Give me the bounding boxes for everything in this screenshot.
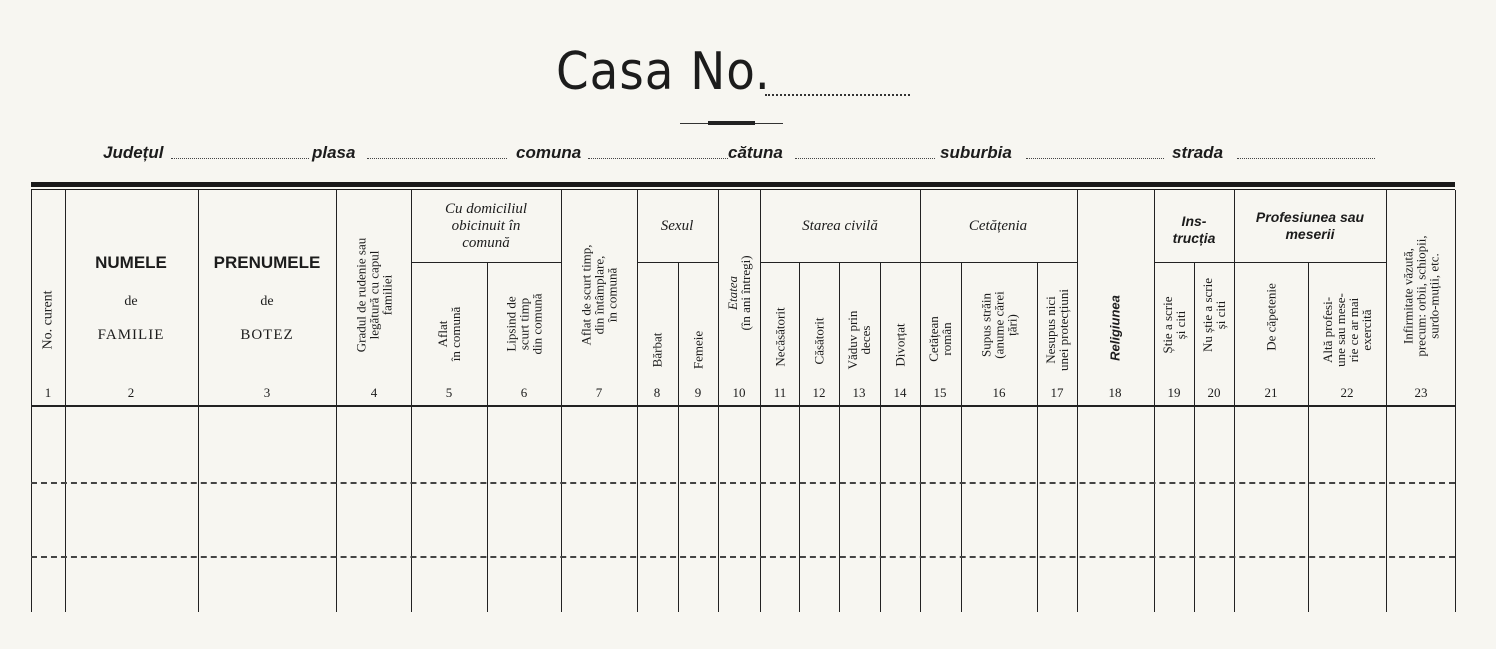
group-instructia: Ins- trucția: [1172, 213, 1216, 246]
house-number-field: [765, 94, 910, 96]
col-prenumele-title: PRENUMELE: [213, 253, 321, 272]
group-sexul: Sexul: [660, 218, 694, 234]
col-divortat: Divorțat: [892, 323, 908, 367]
col-number: 6: [520, 385, 528, 400]
judet-field: [171, 158, 309, 159]
col-nu-stie-scrie: Nu știe a scrie și citi: [1200, 277, 1228, 353]
col-supus-strain: Supus străin (anume cărei țări): [978, 291, 1020, 359]
col-number: 20: [1207, 385, 1221, 400]
col-lipsind: Lipsind de scurt timp din comună: [503, 293, 545, 355]
page-title: Casa No.: [556, 42, 771, 102]
col-stie-scrie: Știe a scrie și citi: [1160, 296, 1188, 354]
col-number: 17: [1050, 385, 1064, 400]
col-barbat: Bărbat: [649, 332, 665, 368]
strada-field: [1237, 158, 1375, 159]
col-gradul-rudenie: Gradul de rudenie sau legătură cu capul familiei: [353, 237, 395, 353]
col-number: 18: [1108, 385, 1122, 400]
col-number: 4: [370, 385, 378, 400]
col-aflat-scurt-timp: Aflat de scurt timp, din întâmplare, în comună: [578, 244, 620, 346]
col-number: 23: [1414, 385, 1428, 400]
strada-label: strada: [1172, 143, 1224, 162]
col-number: 16: [992, 385, 1006, 400]
col-number: 5: [445, 385, 453, 400]
col-number: 3: [263, 385, 271, 400]
col-nesupus: Nesupus nici unei protecțiuni: [1043, 289, 1071, 371]
col-de-capetenie: De căpetenie: [1263, 283, 1279, 351]
col-number: 1: [44, 385, 52, 400]
group-cetatenia: Cetățenia: [968, 218, 1028, 234]
table-top-rule: [31, 182, 1455, 187]
col-infirmitate: Infirmitate văzută, precum: orbii, schiopii, surdo-muții, etc.: [1400, 235, 1442, 357]
col-vaduv: Văduv prin deces: [845, 310, 873, 370]
plasa-field: [367, 158, 507, 159]
col-prenumele-de: de: [260, 294, 274, 309]
col-number: 11: [773, 385, 787, 400]
suburbia-label: suburbia: [940, 143, 1012, 162]
col-number: 19: [1167, 385, 1181, 400]
col-aflat-in-comuna: Aflat în comună: [435, 306, 463, 362]
col-number: 13: [852, 385, 866, 400]
col-number: 9: [694, 385, 702, 400]
group-profesiunea: Profesiunea sau meserii: [1255, 209, 1365, 242]
col-number: 21: [1264, 385, 1278, 400]
plasa-label: plasa: [312, 143, 356, 162]
col-numele-familie: FAMILIE: [97, 327, 165, 343]
col-alta-profesiune: Altă profesi- une sau mese- rie ce ar mai exercită: [1320, 293, 1374, 367]
catuna-field: [795, 158, 935, 159]
col-etatea: Etatea (în ani întregi): [725, 255, 753, 331]
catuna-label: cătuna: [728, 143, 783, 162]
col-number: 12: [812, 385, 826, 400]
col-number: 2: [127, 385, 135, 400]
col-numele-de: de: [124, 294, 138, 309]
address-line: [0, 143, 1496, 167]
col-femeie: Femeie: [690, 330, 706, 370]
table-top-rule-thin: [31, 189, 1455, 190]
col-number: 22: [1340, 385, 1354, 400]
col-numele-title: NUMELE: [95, 253, 167, 272]
group-starea-civila: Starea civilă: [802, 218, 878, 234]
suburbia-field: [1026, 158, 1164, 159]
group-domiciliu: Cu domiciliul obicinuit în comună: [444, 201, 528, 251]
col-casatorit: Căsătorit: [811, 317, 827, 365]
col-cetatean-roman: Cetățean român: [926, 316, 954, 362]
col-necasatorit: Necăsătorit: [772, 307, 788, 367]
col-prenumele-botez: BOTEZ: [240, 327, 294, 343]
comuna-label: comuna: [516, 143, 582, 162]
col-number: 10: [732, 385, 746, 400]
title-ornament: [680, 121, 783, 125]
comuna-field: [588, 158, 728, 159]
col-number: 7: [595, 385, 603, 400]
col-number: 15: [933, 385, 947, 400]
col-number: 8: [653, 385, 661, 400]
col-religiunea: Religiunea: [1107, 295, 1123, 361]
col-no-curent: No. curent: [40, 290, 56, 350]
judet-label: Județul: [103, 143, 164, 162]
col-number: 14: [893, 385, 907, 400]
